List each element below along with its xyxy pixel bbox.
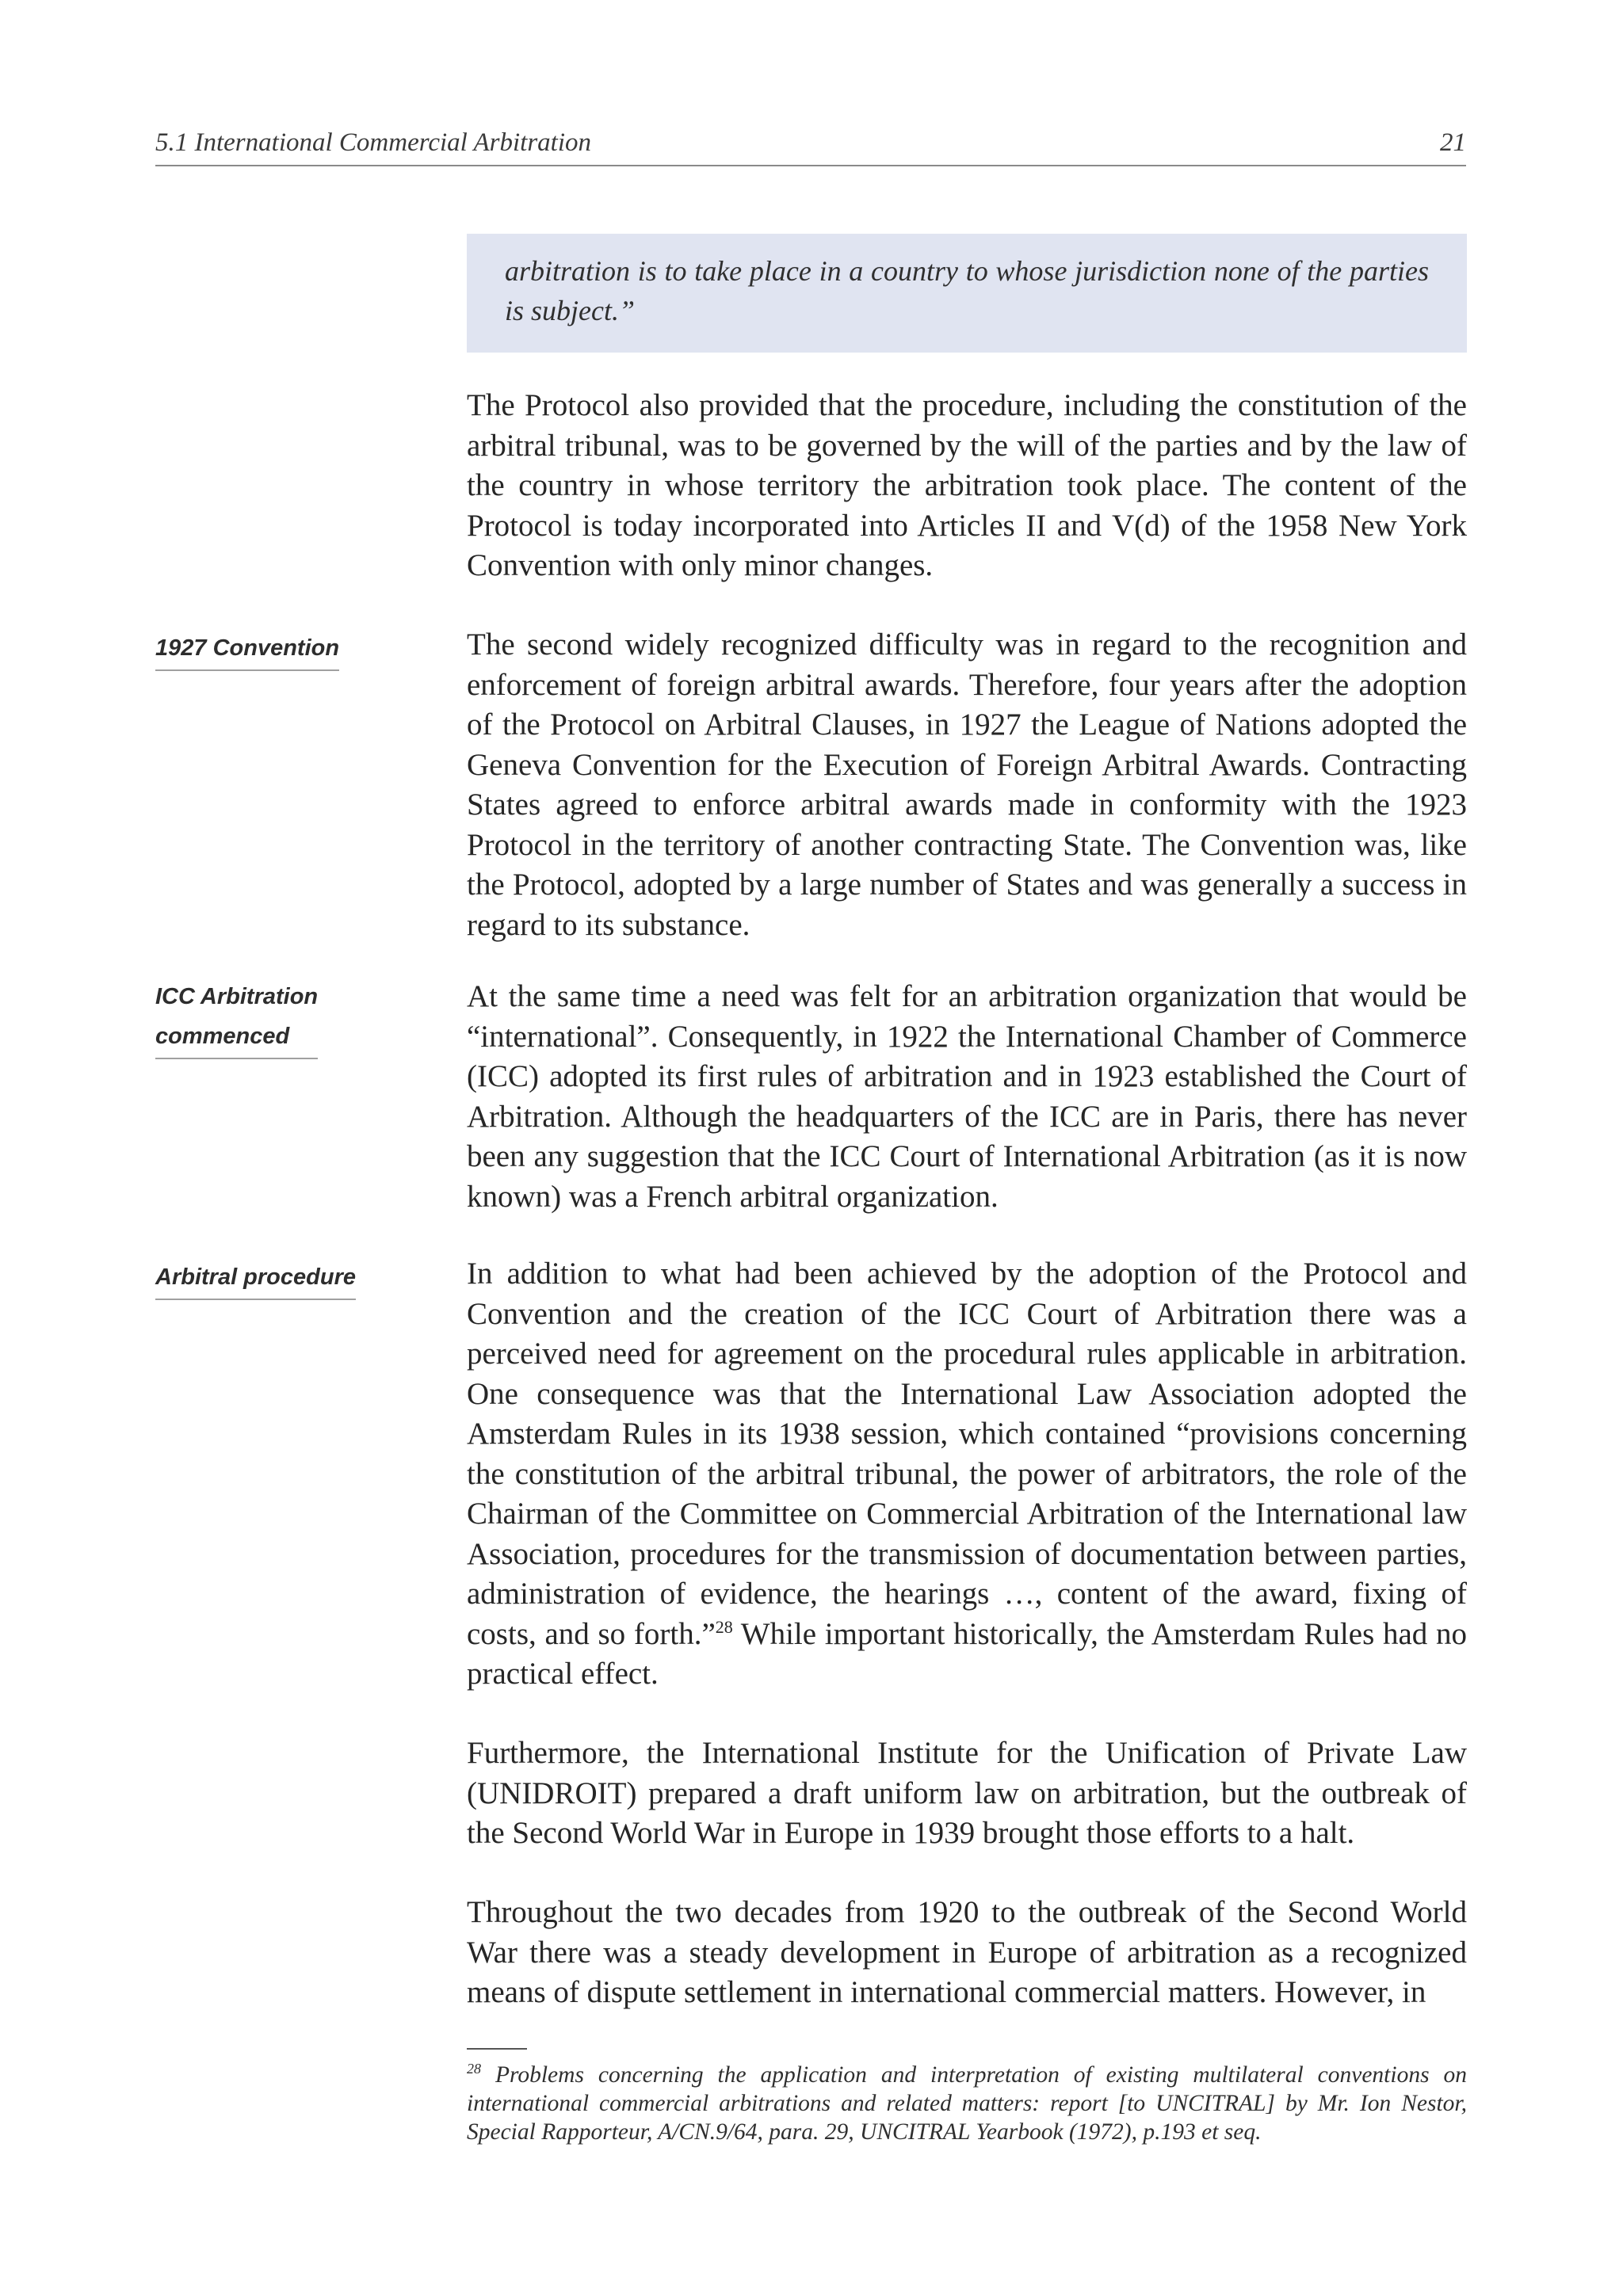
margin-note-icc-line2: commenced	[155, 1024, 290, 1049]
section-title: 5.1 International Commercial Arbitration	[155, 128, 591, 157]
block-quote-text: arbitration is to take place in a country to whose jurisdiction none of the parties is subject.”	[505, 255, 1429, 326]
footnote-reference: 28	[715, 1616, 733, 1637]
margin-note-1927-convention-label: 1927 Convention	[155, 635, 340, 661]
paragraph-protocol-procedure: The Protocol also provided that the procedure, including the constitution of the arbitral tribunal, was to be governed by the will of the parties and by the law of the country in whose territory the arbitration took place. The content of the Protocol is today incorporated into Articles II and V(d) of the 1958 New York Convention with only minor changes.	[467, 388, 1467, 582]
margin-note-1927-convention	[155, 628, 339, 671]
paragraph-unidroit: Furthermore, the International Institute for the Unification of Private Law (UNIDROIT) prepared a draft uniform law on arbitration, but the outbreak of the Second World War in Europe in 1939 brought those efforts to a halt.	[467, 1736, 1467, 1850]
footnote-text: Problems concerning the application and interpretation of existing multilateral conventions on international commercial arbitrations and related matters: report [to UNCITRAL] by Mr. Ion Nestor, Special Rapporteur, A/CN.9/64, para. 29, UNCITRAL Yearbook (1972), p.193 et seq.	[467, 2062, 1467, 2145]
margin-note-arbitral-procedure-label: Arbitral procedure	[155, 1264, 356, 1290]
margin-note-icc-line1: ICC Arbitration	[155, 984, 319, 1009]
paragraph-arbitral-procedure	[467, 1254, 1467, 1695]
paragraph-1927-convention: The second widely recognized difficulty was in regard to the recognition and enforcement of foreign arbitral awards. Therefore, four years after the adoption of the Protocol on Arbitral Clauses, in 1927 the League of Nations adopted the Geneva Convention for the Execution of Foreign Arbitral Awards. Contracting States agreed to enforce arbitral awards made in conformity with the 1923 Protocol in the territory of another contracting State. The Convention was, like the Protocol, adopted by a large number of States and was generally a success in regard to its substance.	[467, 627, 1467, 942]
running-header	[155, 124, 1466, 166]
footnote-number: 28	[467, 2061, 481, 2077]
footnote-divider	[467, 2048, 527, 2050]
paragraph-icc-arbitration: At the same time a need was felt for an arbitration organization that would be “international”. Consequently, in 1922 the International Chamber of Commerce (ICC) adopted its first rules of arbitration and in 1923 established the Court of Arbitration. Although the headquarters of the ICC are in Paris, there has never been any suggestion that the ICC Court of International Arbitration (as it is now known) was a French arbitral organization.	[467, 979, 1467, 1214]
paragraph-arbitral-procedure-text: In addition to what had been achieved by the adoption of the Protocol and Convention and the creation of the ICC Court of Arbitration there was a perceived need for agreement on the procedural rules applicable in arbitration. One consequence was that the International Law Association adopted the Amsterdam Rules in its 1938 session, which contained “provisions concerning the constitution of the arbitral tribunal, the power of arbitrators, the role of the Chairman of the Committee on Commercial Arbitration of the International law Association, procedures for the transmission of documentation between parties, administration of evidence, the hearings …, content of the award, fixing of costs, and so forth.”	[467, 1257, 1467, 1651]
block-quote	[467, 234, 1467, 353]
footnote	[467, 2061, 1467, 2146]
paragraph-arbitral-procedure-continuation: While important historically, the Amsterdam Rules had no practical effect.	[467, 1616, 1468, 1691]
margin-note-arbitral-procedure	[155, 1257, 356, 1300]
page-number: 21	[1440, 128, 1466, 157]
paragraph-two-decades: Throughout the two decades from 1920 to the outbreak of the Second World War there was a steady development in Europe of arbitration as a recognized means of dispute settlement in international commercial matters. However, in	[467, 1895, 1467, 2009]
margin-note-icc-arbitration	[155, 977, 318, 1059]
